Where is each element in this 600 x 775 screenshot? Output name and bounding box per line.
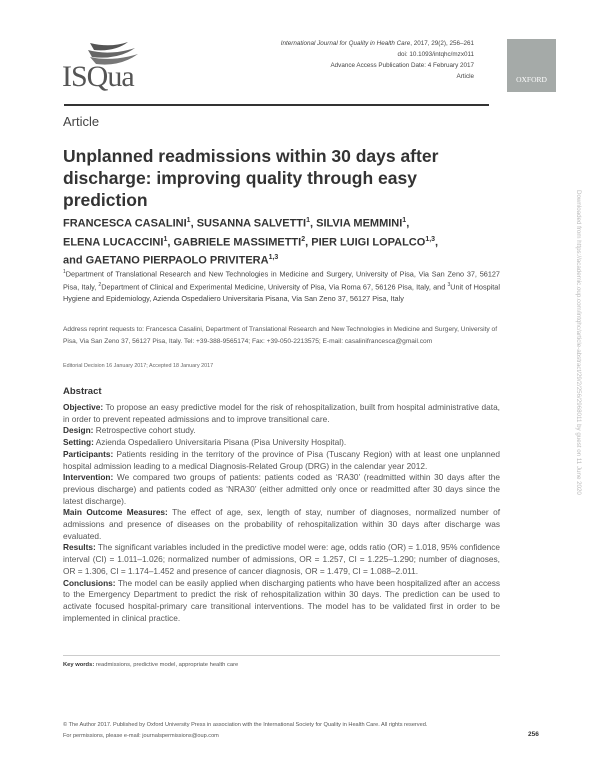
keywords	[63, 662, 238, 668]
abstract-section	[63, 402, 500, 425]
footer	[63, 720, 427, 742]
author-name: PIER LUIGI LOPALCO	[311, 236, 426, 249]
author-name: and GAETANO PIERPAOLO PRIVITERA	[63, 254, 269, 267]
isqua-logo	[62, 40, 152, 100]
abstract-section-text: To propose an easy predictive model for the risk of rehospitalization, built from hospital administrative data, in order to prevent repeated admissions and to improve transitional care.	[63, 402, 500, 424]
abstract-section-text: The model can be easily applied when discharging patients who have been hospitalized after an access to the Emergency Department to predict the risk of rehospitalization within 30 days. The prediction can be used to activate focused hospital-primary care transitional interventions. The model has to be validated first in order to be implemented in clinical practice.	[63, 577, 500, 623]
permissions: For permissions, please e-mail: journalspermissions@oup.com	[63, 733, 219, 739]
author-affiliation-marker: 1	[402, 217, 407, 224]
abstract-section-text: The significant variables included in the predictive model were: age, odds ratio (OR) = 1.018, 95% confidence interval (CI) = 1.011–1.026; normalized number of admissions, OR = 1.257, CI = 1.225–1.290; number of diagnoses, OR = 1.306, CI = 1.174–1.452 and presence of cancer diagnosis, OR = 1.479, CI = 1.088–2.011.	[63, 542, 500, 576]
affiliation-marker: 1	[63, 269, 66, 275]
abstract-section-label: Results:	[63, 542, 96, 553]
keywords-label: Key words:	[63, 662, 95, 668]
author-affiliation-marker: 2	[301, 235, 306, 243]
oxford-logo	[507, 39, 556, 92]
journal-header	[281, 38, 474, 82]
author-affiliation-marker: 1,3	[425, 235, 436, 243]
abstract-divider	[63, 655, 500, 656]
abstract-section-label: Objective:	[63, 402, 104, 412]
abstract-section-label: Main Outcome Measures:	[63, 507, 168, 518]
author-name: SUSANNA SALVETTI	[196, 217, 307, 230]
abstract-section-text: Azienda Ospedaliero Universitaria Pisana (Pisa University Hospital).	[93, 437, 347, 448]
author-name: GABRIELE MASSIMETTI	[173, 236, 302, 249]
author-affiliation-marker: 1	[306, 217, 310, 224]
abstract-section-label: Design:	[63, 425, 94, 436]
page-number: 256	[528, 731, 539, 738]
affiliations	[63, 267, 500, 305]
abstract-section	[63, 437, 500, 449]
citation: , 2017, 29(2), 256–261	[410, 40, 474, 47]
abstract-section	[63, 578, 500, 625]
doi[interactable]: doi: 10.1093/intqhc/mzx011	[397, 51, 474, 58]
journal-name: International Journal for Quality in Health Care	[280, 40, 411, 47]
affiliation-text: Unit of Hospital Hygiene and Epidemiology, Azienda Ospedaliero Universitaria Pisana, Via San Zeno 37, 56127 Pisa, Italy	[63, 282, 500, 304]
abstract-section-text: Patients residing in the territory of the province of Pisa (Tuscany Region) with at least one unplanned hospital admission leading to a medical Diagnosis-Related Group (DRG) in the calendar year 2012.	[63, 448, 500, 471]
author-list: FRANCESCA CASALINI$^1$, SUSANNA SALVETTI$^1$, SILVIA MEMMINI$^1$, ELENA LUCACCINI$^1$, GABRIELE MASSIMETTI$^2$, PIER LUIGI LOPALCO$^{1,3}$, and GAETANO PIERPAOLO PRIVITERA$^{1,3}$	[63, 217, 439, 267]
abstract-section	[63, 472, 500, 507]
editorial-dates: Editorial Decision 16 January 2017; Accepted 18 January 2017	[63, 363, 214, 369]
author-affiliation-marker: 1	[186, 217, 191, 224]
abstract-section-text: We compared two groups of patients: patients coded as ‘RA30’ (readmitted within 30 days after the previous discharge) and patients coded as ‘NRA30’ (either admitted only once or readmitted after 30 days since the latest discharge).	[63, 472, 500, 506]
header-rule	[64, 104, 489, 106]
abstract-section-label: Conclusions:	[63, 577, 116, 588]
author-name: ELENA LUCACCINI	[63, 236, 164, 249]
abstract-section	[63, 542, 500, 577]
affiliation-text: Department of Clinical and Experimental Medicine, University of Pisa, Via Roma 67, 56126 Pisa, Italy, and	[101, 282, 448, 292]
abstract-section	[63, 425, 500, 437]
abstract-section-text: The effect of age, sex, length of stay, number of diagnoses, normalized number of admissions and presence of diseases on the probability of rehospitalization within 30 days after discharge was evaluated.	[63, 507, 500, 541]
reprint-address: Address reprint requests to: Francesca Casalini, Department of Translational Research and New Technologies in Medicine and Surgery, University of Pisa, Via San Zeno 37, 56127 Pisa, Italy. Tel: +39-388-9565174; Fax: +39-050-2213575; E-mail: casalinifrancesca@gmail.com	[63, 326, 498, 345]
author-affiliation-marker: 1	[163, 235, 168, 243]
abstract-section-label: Participants:	[63, 448, 114, 459]
author-affiliation-marker: 1,3	[268, 254, 279, 262]
download-watermark: Downloaded from https://academic.oup.com/intqhc/article-abstract/29/2/256/2968011 by guest on 11 June 2020	[575, 190, 582, 495]
advance-access-date: Advance Access Publication Date: 4 February 2017	[330, 62, 474, 69]
article-label: Article	[456, 73, 474, 80]
keywords-text: readmissions, predictive model, appropriate health care	[94, 662, 239, 668]
author-name: SILVIA MEMMINI	[316, 217, 403, 230]
affiliation-marker: 3	[447, 282, 451, 289]
abstract-section-text: Retrospective cohort study.	[93, 425, 196, 436]
abstract-section-label: Setting:	[63, 437, 94, 448]
affiliation-text: Department of Translational Research and New Technologies in Medicine and Surgery, University of Pisa, Via San Zeno 37, 56127 Pisa, Italy,	[63, 269, 500, 292]
abstract-section	[63, 449, 500, 472]
abstract-section	[63, 507, 500, 542]
copyright: © The Author 2017. Published by Oxford University Press in association with the International Society for Quality in Health Care. All rights reserved.	[63, 722, 428, 728]
abstract-section-label: Intervention:	[63, 472, 114, 483]
abstract-heading: Abstract	[63, 386, 102, 397]
logo-text: ISQua	[62, 60, 134, 93]
oxford-text: OXFORD	[516, 75, 547, 84]
abstract-body	[63, 402, 500, 624]
affiliation-marker: 2	[98, 282, 102, 289]
article-title: Unplanned readmissions within 30 days after discharge: improving quality through easy prediction	[63, 146, 439, 210]
article-type: Article	[63, 114, 100, 129]
author-name: FRANCESCA CASALINI	[63, 217, 187, 230]
